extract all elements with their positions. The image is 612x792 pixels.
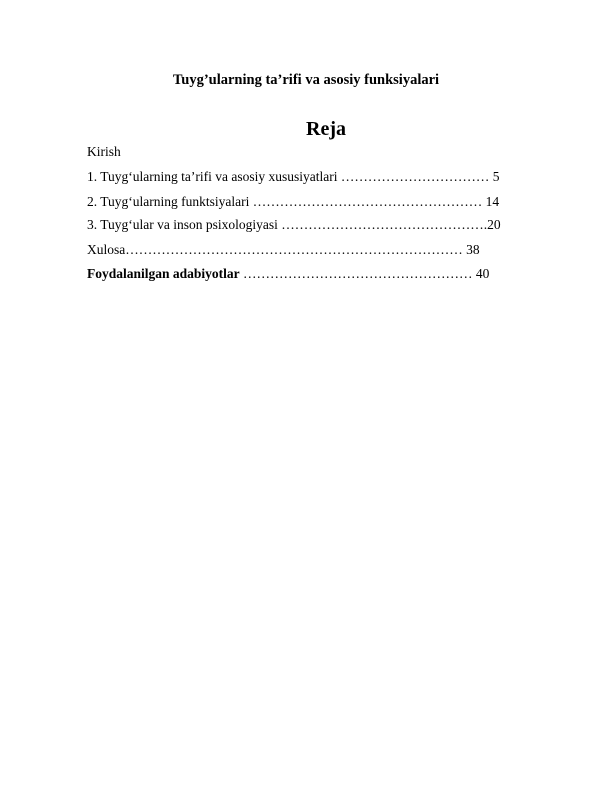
toc-intro: Kirish xyxy=(87,144,121,159)
toc-entry-leader: …………………………………………… xyxy=(249,194,486,209)
toc-entry-page: 38 xyxy=(466,242,480,257)
toc-entry-2 xyxy=(87,194,499,210)
toc-entry-label: 3. Tuyg‘ular va inson psixologiyasi xyxy=(87,217,278,232)
toc-entry-label: 2. Tuyg‘ularning funktsiyalari xyxy=(87,194,250,209)
toc-entry-leader: …………………………………………… xyxy=(239,266,476,281)
toc-entry-label: Foydalanilgan adabiyotlar xyxy=(87,266,240,281)
toc-entry-leader: ………………………………………. xyxy=(277,217,488,232)
toc-entry-page: 20 xyxy=(487,217,501,232)
toc-entry-page: 5 xyxy=(492,169,500,184)
toc-entry-3 xyxy=(87,217,501,233)
toc-entry-leader: ………………………………………………………………… xyxy=(125,242,467,257)
toc-entry-label: Xulosa xyxy=(87,242,126,257)
toc-entry-references xyxy=(87,266,489,282)
toc-entry-page: 14 xyxy=(485,194,500,209)
toc-entry-leader: …………………………… xyxy=(337,169,493,184)
toc-entry-1 xyxy=(87,169,499,185)
document-title: Tuyg’ularning ta’rifi va asosiy funksiyalari xyxy=(172,72,440,88)
plan-heading: Reja xyxy=(306,118,346,140)
toc-entry-conclusion xyxy=(87,242,480,258)
toc-entry-page: 40 xyxy=(475,266,490,281)
toc-entry-label: 1. Tuyg‘ularning ta’rifi va asosiy xususiyatlari xyxy=(87,169,338,184)
